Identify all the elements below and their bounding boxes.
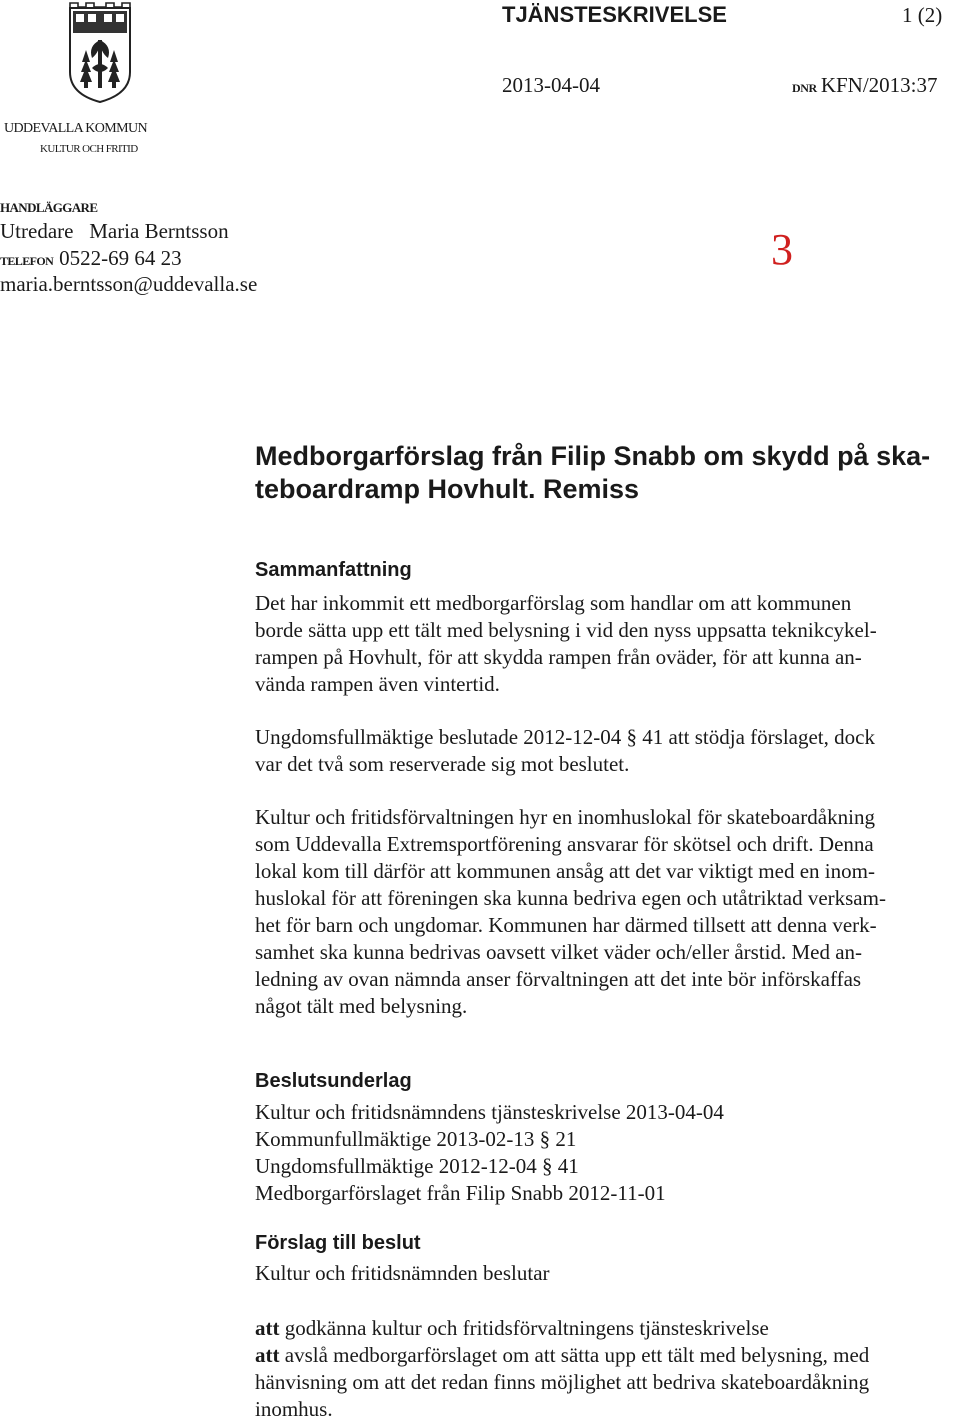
text-line: lokal kom till därför att kommunen ansåg att det var viktigt med en inom- bbox=[255, 859, 875, 883]
text-line: Kultur och fritidsförvaltningen hyr en inomhuslokal för skateboardåkning bbox=[255, 805, 875, 829]
att-clause-1 bbox=[255, 1315, 955, 1342]
department-name: KULTUR OCH FRITID bbox=[40, 143, 138, 155]
text-line: het för barn och ungdomar. Kommunen har därmed tillsett att denna verk- bbox=[255, 913, 877, 937]
dnr-value: KFN/2013:37 bbox=[820, 73, 938, 97]
text-line: hänvisning om att det redan finns möjlighet att bedriva skateboardåkning bbox=[255, 1370, 870, 1394]
list-item: Kultur och fritidsnämndens tjänsteskrivelse 2013-04-04 bbox=[255, 1100, 724, 1124]
forslag-att-clauses bbox=[255, 1315, 955, 1423]
att-clause-text: godkänna kultur och fritidsförvaltningens tjänsteskrivelse bbox=[279, 1316, 769, 1340]
document-title bbox=[255, 440, 945, 506]
sammanfattning-heading: Sammanfattning bbox=[255, 559, 412, 581]
att-clause-2 bbox=[255, 1342, 955, 1369]
list-item: Medborgarförslaget från Filip Snabb 2012-11-01 bbox=[255, 1181, 666, 1205]
organization-name: UDDEVALLA KOMMUN bbox=[4, 121, 147, 136]
text-line: som Uddevalla Extremsportförening ansvarar för skötsel och drift. Denna bbox=[255, 832, 874, 856]
text-line: vända rampen även vintertid. bbox=[255, 672, 500, 696]
text-line: Ungdomsfullmäktige beslutade 2012-12-04 § 41 att stödja förslaget, dock bbox=[255, 725, 875, 749]
email-address: maria.berntsson@uddevalla.se bbox=[0, 272, 258, 296]
list-item: Ungdomsfullmäktige 2012-12-04 § 41 bbox=[255, 1154, 579, 1178]
telephone bbox=[0, 246, 182, 271]
text-line: Det har inkommit ett medborgarförslag som handlar om att kommunen bbox=[255, 591, 852, 615]
text-line: huslokal för att föreningen ska kunna bedriva egen och utåtriktad verksam- bbox=[255, 886, 886, 910]
title-line: Medborgarförslag från Filip Snabb om skydd på ska- bbox=[255, 441, 931, 471]
att-clause-text: avslå medborgarförslaget om att sätta upp ett tält med belysning, med bbox=[279, 1343, 870, 1367]
telephone-number: 0522-69 64 23 bbox=[59, 246, 182, 270]
handlaggare-label: HANDLÄGGARE bbox=[0, 200, 98, 215]
text-line: ledning av ovan nämnda anser förvaltningen att det inte bör införskaffas bbox=[255, 967, 862, 991]
list-item: Kommunfullmäktige 2013-02-13 § 21 bbox=[255, 1127, 577, 1151]
title-line: teboardramp Hovhult. Remiss bbox=[255, 474, 640, 504]
document-date: 2013-04-04 bbox=[502, 73, 600, 97]
page-number: 1 (2) bbox=[902, 3, 943, 27]
municipal-crest-logo bbox=[66, 2, 134, 104]
dnr-label: DNR bbox=[792, 81, 817, 95]
summary-paragraph-1 bbox=[255, 590, 955, 698]
text-line: borde sätta upp ett tält med belysning i vid den nyss uppsatta teknikcykel- bbox=[255, 618, 877, 642]
telephone-label: TELEFON bbox=[0, 254, 54, 268]
forslag-heading: Förslag till beslut bbox=[255, 1232, 421, 1254]
beslutsunderlag-list bbox=[255, 1099, 955, 1207]
summary-paragraph-2 bbox=[255, 724, 955, 778]
text-line: inomhus. bbox=[255, 1397, 333, 1421]
text-line: något tält med belysning. bbox=[255, 994, 468, 1018]
forslag-intro: Kultur och fritidsnämnden beslutar bbox=[255, 1261, 550, 1285]
text-line: samhet ska kunna bedrivas oavsett vilket väder och/eller årstid. Med an- bbox=[255, 940, 863, 964]
document-type: TJÄNSTESKRIVELSE bbox=[502, 2, 727, 27]
att-keyword: att bbox=[255, 1343, 280, 1367]
text-line: rampen på Hovhult, för att skydda rampen från oväder, för att kunna an- bbox=[255, 645, 862, 669]
dnr-reference bbox=[792, 73, 938, 98]
beslutsunderlag-heading: Beslutsunderlag bbox=[255, 1070, 412, 1092]
text-line: var det två som reserverade sig mot beslutet. bbox=[255, 752, 630, 776]
agenda-item-number: 3 bbox=[771, 225, 793, 274]
summary-paragraph-3 bbox=[255, 804, 955, 1020]
att-keyword: att bbox=[255, 1316, 280, 1340]
handlaggare-name: Utredare Maria Berntsson bbox=[0, 219, 229, 243]
